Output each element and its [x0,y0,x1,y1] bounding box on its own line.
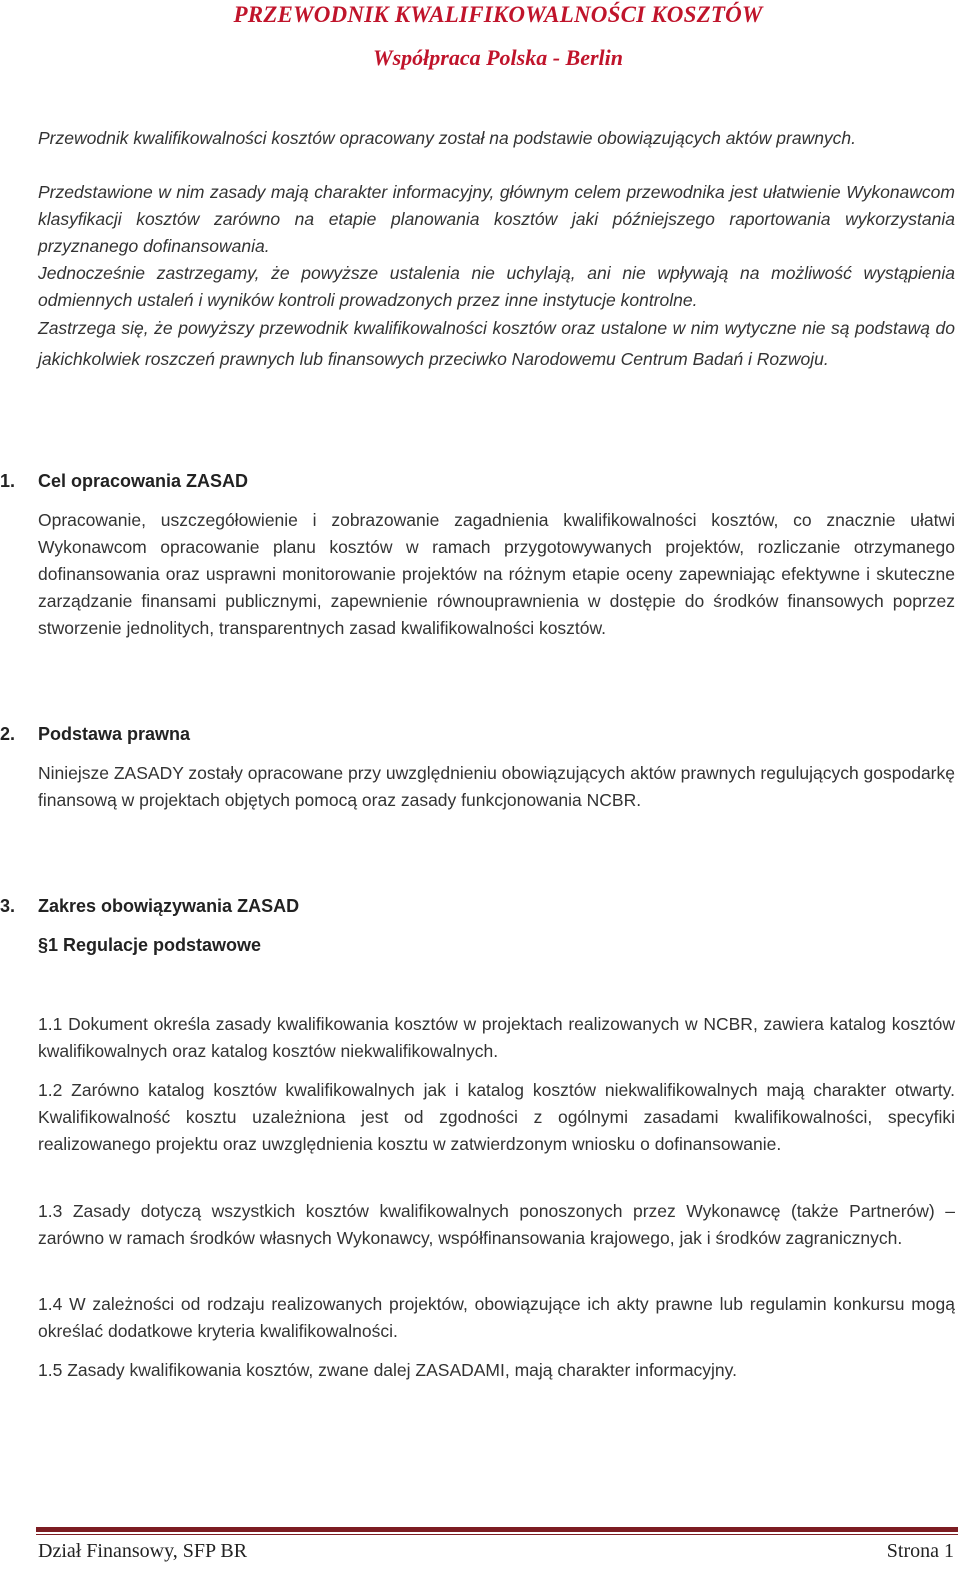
intro-paragraph-1: Przewodnik kwalifikowalności kosztów opracowany został na podstawie obowiązujących aktów prawnych. [38,128,857,148]
section-title: Podstawa prawna [38,724,191,744]
document-title: PRZEWODNIK KWALIFIKOWALNOŚCI KOSZTÓW [233,2,763,27]
section-1-paragraph: Opracowanie, uszczegółowienie i zobrazowanie zagadnienia kwalifikowalności kosztów, co znacznie ułatwi Wykonawcom opracowanie planu kosztów w ramach przygotowywanych projektów, rozliczanie otrzymanego dofinansowania oraz usprawni monitorowanie projektów na różnym etapie oceny zapewniając efektywne i skuteczne zarządzanie finansami publicznymi, zapewnienie równouprawnienia w dostępie do środków finansowych poprzez stworzenie jednolitych, transparentnych zasad kwalifikowalności kosztów. [38,510,955,638]
subsection-title: §1 Regulacje podstawowe [38,935,262,955]
footer-department: Dział Finansowy, SFP BR [38,1540,248,1562]
footer-divider-thin [36,1534,958,1535]
intro-paragraph-4: Zastrzega się, że powyższy przewodnik kwalifikowalności kosztów oraz ustalone w nim wytyczne nie są podstawą do jakichkolwiek roszczeń prawnych lub finansowych przeciwko Narodowemu Centrum Badań i Rozwoju. [38,318,955,369]
regulation-item: 1.2 Zarówno katalog kosztów kwalifikowalnych jak i katalog kosztów niekwalifikowalnych mają charakter otwarty. Kwalifikowalność kosztu uzależniona jest od zgodności z ogólnymi zasadami kwalifikowalności, specyfiki realizowanego projektu oraz uwzględnienia kosztu w zatwierdzonym wniosku o dofinansowanie. [38,1080,955,1154]
intro-paragraph-3: Jednocześnie zastrzegamy, że powyższe ustalenia nie uchylają, ani nie wpływają na możliwość wystąpienia odmiennych ustaleń i wyników kontroli prowadzonych przez inne instytucje kontrolne. [38,263,955,310]
section-2-paragraph: Niniejsze ZASADY zostały opracowane przy uwzględnieniu obowiązujących aktów prawnych regulujących gospodarkę finansową w projektach objętych pomocą oraz zasady funkcjonowania NCBR. [38,763,955,810]
regulation-item: 1.3 Zasady dotyczą wszystkich kosztów kwalifikowalnych ponoszonych przez Wykonawcę (także Partnerów) – zarówno w ramach środków własnych Wykonawcy, współfinansowania krajowego, jak i środków zagranicznych. [38,1201,955,1248]
section-number: 3. [0,896,16,916]
regulation-item: 1.5 Zasady kwalifikowania kosztów, zwane dalej ZASADAMI, mają charakter informacyjny. [38,1360,737,1380]
page-number: Strona 1 [886,1540,954,1562]
document-subtitle: Współpraca Polska - Berlin [373,45,623,70]
section-title: Cel opracowania ZASAD [38,471,249,491]
intro-paragraph-2: Przedstawione w nim zasady mają charakter informacyjny, głównym celem przewodnika jest ułatwienie Wykonawcom klasyfikacji kosztów zarówno na etapie planowania kosztów jaki późniejszego raportowania wykorzystania przyznanego dofinansowania. [38,182,955,256]
footer-divider [36,1527,958,1532]
regulation-item: 1.4 W zależności od rodzaju realizowanych projektów, obowiązujące ich akty prawne lub regulamin konkursu mogą określać dodatkowe kryteria kwalifikowalności. [38,1294,955,1341]
regulation-item: 1.1 Dokument określa zasady kwalifikowania kosztów w projektach realizowanych w NCBR, zawiera katalog kosztów kwalifikowalnych oraz katalog kosztów niekwalifikowalnych. [38,1014,955,1061]
section-number: 1. [0,471,16,491]
section-number: 2. [0,724,16,744]
section-title: Zakres obowiązywania ZASAD [38,896,300,916]
